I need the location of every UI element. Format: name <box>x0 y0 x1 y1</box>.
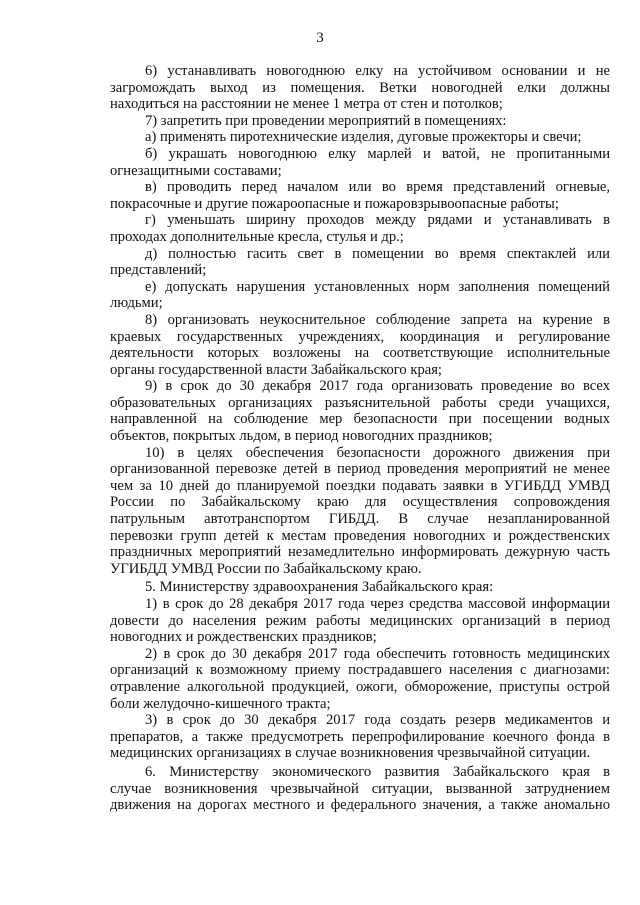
text-line: покрасочные и другие пожароопасные и пожаровзрывоопасные работы; <box>110 195 559 212</box>
text-line: препаратов, а также предусмотреть перепрофилирование коечного фонда в <box>110 728 610 745</box>
text-line: новогодних и рождественских праздников; <box>110 629 377 646</box>
text-line: органы государственной власти Забайкальского края; <box>110 361 442 378</box>
text-line: деятельности которых возложены на соответствующие исполнительные <box>110 345 610 362</box>
text-line: образовательных организациях разъяснительной работы среди учащихся, <box>110 394 610 411</box>
text-line: 3) в срок до 30 декабря 2017 года создать резерв медикаментов и <box>145 712 610 729</box>
text-line: 8) организовать неукоснительное соблюдение запрета на курение в <box>145 311 610 328</box>
text-line: организаций к возможному приему пострадавшего населения с диагнозами: <box>110 662 610 679</box>
text-line: отравление алкогольной продукцией, ожоги, обморожение, приступы острой <box>110 678 610 695</box>
text-line: находиться на расстоянии не менее 1 метра от стен и потолков; <box>110 96 503 113</box>
text-line: д) полностью гасить свет в помещении во время спектаклей или <box>145 245 610 262</box>
text-line: праздничных мероприятий незамедлительно информировать дежурную часть <box>110 544 610 561</box>
text-line: патрульным автотранспортом ГИБДД. В случае незапланированной <box>110 511 610 528</box>
text-line: направленной на соблюдение мер безопасности при посещении водных <box>110 411 610 428</box>
text-line: 6) устанавливать новогоднюю елку на устойчивом основании и не <box>145 63 610 79</box>
text-line: 1) в срок до 28 декабря 2017 года через средства массовой информации <box>145 596 610 612</box>
text-line: а) применять пиротехнические изделия, дуговые прожекторы и свечи; <box>145 129 582 146</box>
text-line: перевозки групп детей к местам проведения новогодних и рождественских <box>110 527 610 544</box>
text-line: 6. Министерству экономического развития Забайкальского края в <box>145 763 610 780</box>
page-number: 3 <box>316 30 324 46</box>
text-line: движения на дорогах местного и федерального значения, а также аномально <box>110 797 610 814</box>
text-line: г) уменьшать ширину проходов между рядами и устанавливать в <box>145 212 610 229</box>
text-line: проходах дополнительные кресла, стулья и др.; <box>110 228 404 245</box>
text-line: огнезащитными составами; <box>110 162 282 179</box>
text-line: краевых государственных учреждениях, координация и регулирование <box>110 328 610 345</box>
text-line: боли желудочно-кишечного тракта; <box>110 695 331 712</box>
text-line: людьми; <box>110 295 163 312</box>
text-line: 10) в целях обеспечения безопасности дорожного движения при <box>145 444 610 461</box>
text-line: 7) запретить при проведении мероприятий в помещениях: <box>145 112 507 129</box>
text-line: е) допускать нарушения установленных норм заполнения помещений <box>145 278 610 295</box>
text-line: медицинских организациях в случае возникновения чрезвычайной ситуации. <box>110 745 591 762</box>
text-line: России по Забайкальскому краю для осуществления сопровождения <box>110 494 610 511</box>
text-line: загромождать выход из помещения. Ветки новогодней елки должны <box>110 79 610 96</box>
text-line: объектов, покрытых льдом, в период новогодних праздников; <box>110 428 493 445</box>
text-line: б) украшать новогоднюю елку марлей и ватой, не пропитанными <box>145 145 610 162</box>
text-line: представлений; <box>110 262 207 279</box>
text-line: чем за 10 дней до планируемой поездки подавать заявки в УГИБДД УМВД <box>110 477 610 494</box>
text-line: довести до населения режим работы медицинских организаций в период <box>110 612 610 629</box>
text-line: 5. Министерству здравоохранения Забайкальского края: <box>145 579 494 596</box>
text-line: 2) в срок до 30 декабря 2017 года обеспечить готовность медицинских <box>145 645 610 662</box>
text-line: организованной перевозке детей в период проведения мероприятий не менее <box>110 461 610 478</box>
text-line: в) проводить перед началом или во время представлений огневые, <box>145 179 610 196</box>
text-line: УГИБДД УМВД России по Забайкальскому краю. <box>110 560 422 577</box>
document-body <box>110 63 610 814</box>
text-line: случае возникновения чрезвычайной ситуации, вызванной затруднением <box>110 780 610 797</box>
text-line: 9) в срок до 30 декабря 2017 года организовать проведение во всех <box>145 378 610 395</box>
